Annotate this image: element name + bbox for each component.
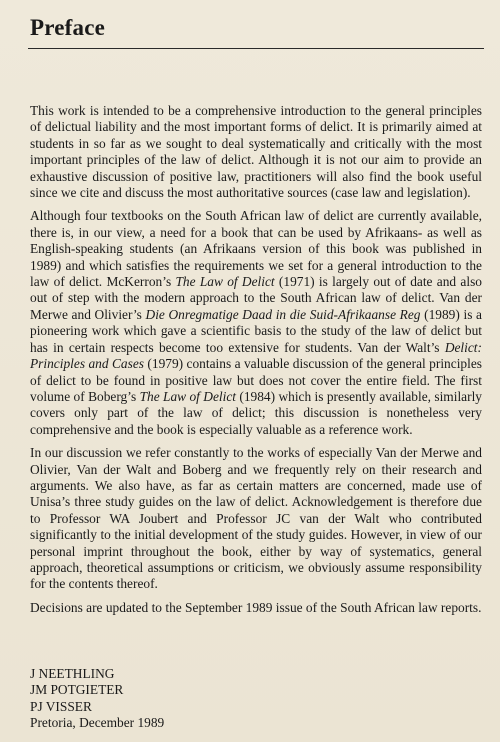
paragraph-1: This work is intended to be a comprehensive introduction to the general principles of delictual liability and the most important forms of delict. It is primarily aimed at students in so far as we sought to deal systematically and critically with the most important principles of the law of delict. Although it is not our aim to provide an exhaustive discussion of positive law, practitioners will also find the book useful since we cite and discuss the most authoritative sources (case law and legislation).	[30, 103, 482, 201]
place-date: Pretoria, December 1989	[30, 715, 165, 731]
paragraph-2-text: Although four textbooks on the South African law of delict are currently available, there is, in our view, a need for a book that can be used by Afrikaans- as well as English-speaking students (an Afrikaans version of this book was published in 1989) and which satisfies the requirements we set for a general introduction to the law of delict. McKerron’s	[30, 208, 482, 290]
title-rule	[28, 48, 484, 49]
page-title: Preface	[30, 15, 106, 40]
book-title: Delict: Principles and Cases	[30, 339, 482, 372]
paragraph-4: Decisions are updated to the September 1989 issue of the South African law reports.	[30, 599, 482, 615]
book-title: Die Onregmatige Daad in die Suid-Afrikaanse Reg	[145, 306, 421, 322]
paragraph-2	[30, 208, 482, 438]
author-name: PJ VISSER	[30, 698, 92, 714]
author-name: JM POTGIETER	[30, 682, 124, 698]
book-title: The Law of Delict	[139, 388, 236, 404]
signature-block	[30, 666, 164, 732]
preface-body	[30, 103, 482, 623]
author-name: J NEETHLING	[30, 666, 115, 681]
paragraph-2-text: (1989) is a pioneering work which gave a scientific basis to the study of the law of delict but has in certain respects become too extensive for students. Van der Walt’s	[30, 306, 482, 355]
paragraph-3: In our discussion we refer constantly to the works of especially Van der Merwe and Olivier, Van der Walt and Boberg and we frequently rely on their research and arguments. We also have, as far as certain matters are concerned, made use of Unisa’s three study guides on the law of delict. Acknowledgement is therefore due to Professor WA Joubert and Professor JC van der Walt who contributed significantly to the initial development of the study guides. However, in view of our personal imprint throughout the book, either by way of systematics, general approach, theoretical assumptions or criticism, we obviously assume responsibility for the contents thereof.	[30, 445, 482, 592]
paragraph-2-text: (1971) is largely out of date and also out of step with the modern approach to the South African law of delict. Van der Merwe and Olivier’s	[30, 274, 482, 322]
paragraph-2-text: (1984) which is presently available, similarly covers only part of the law of delict; this discussion is nonetheless very comprehensive and the book is especially valuable as a reference work.	[30, 388, 482, 437]
paragraph-2-text: (1979) contains a valuable discussion of the general principles of delict to be found in positive law but does not cover the entire field. The first volume of Boberg’s	[30, 356, 482, 404]
book-title: The Law of Delict	[175, 274, 275, 290]
